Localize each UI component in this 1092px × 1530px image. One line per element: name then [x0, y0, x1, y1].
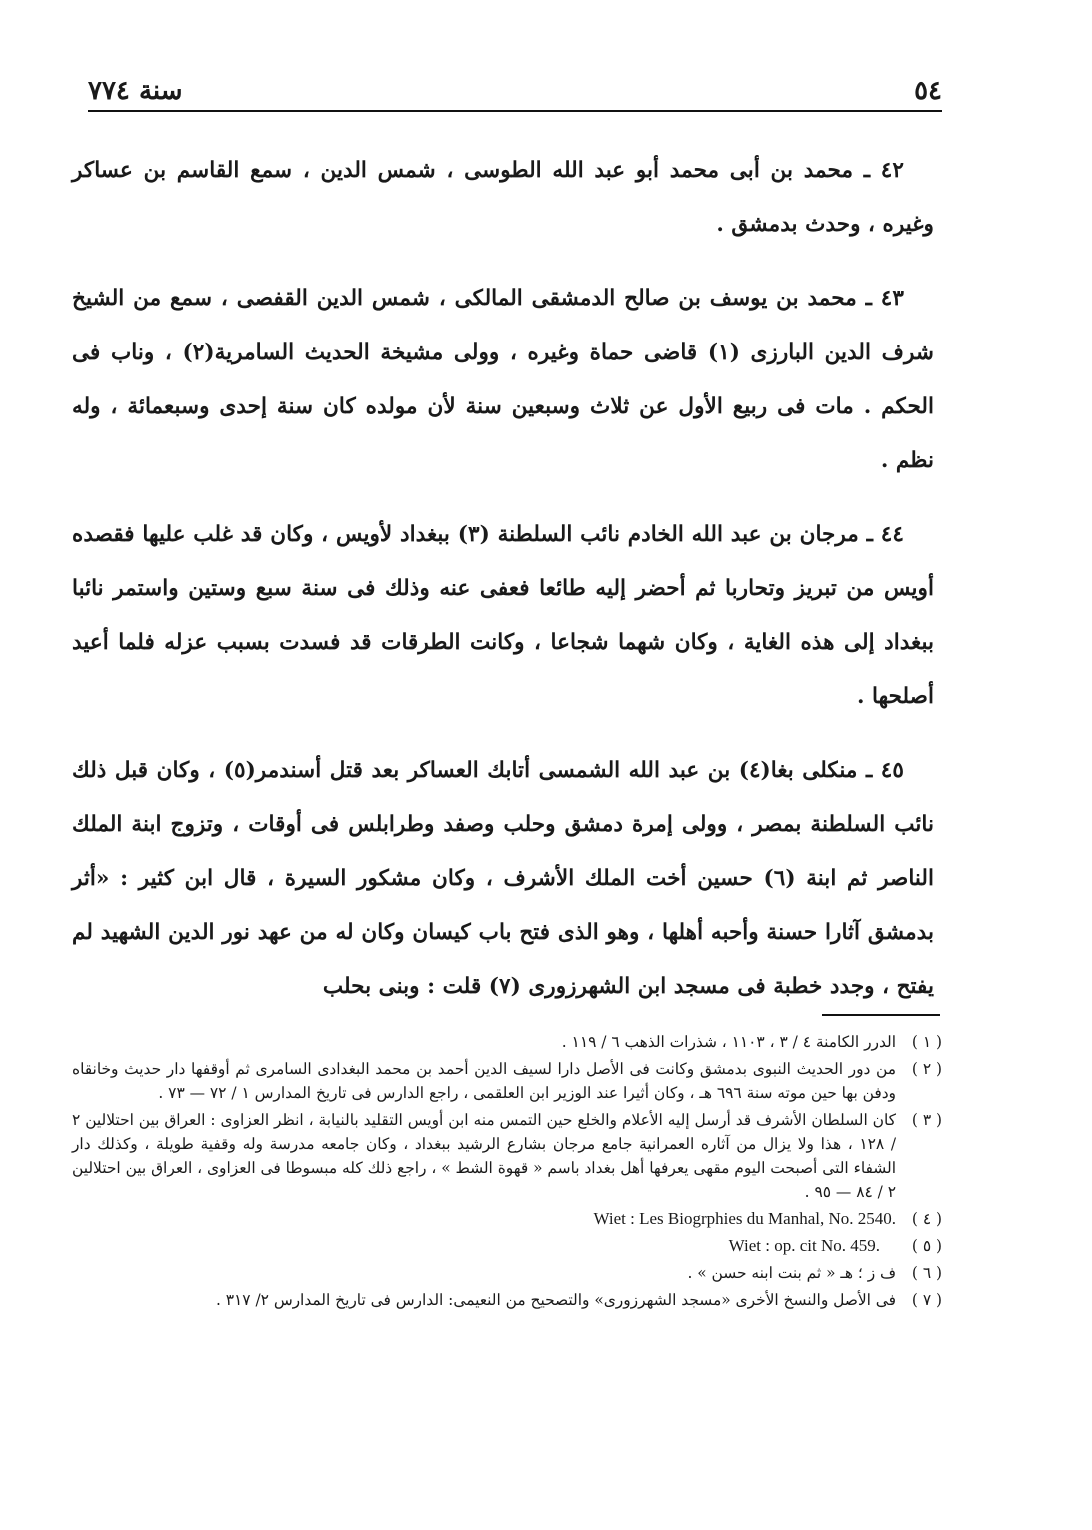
footnote-text: ف ز ؛ هـ « ثم بنت ابنه حسن » . [687, 1264, 896, 1282]
footnote-3 [72, 1108, 942, 1204]
footnote-text: من دور الحديث النبوى بدمشق وكانت فى الأصل دارا لسيف الدين أحمد بن محمد البغدادى السامرى ثم أوقفها دار حديث وخانقاه ودفن بها حين موته سنة ٦٩٦ هـ ، وكان أثيرا عند الوزير ابن العلقمى ، راجع الدارس فى تاريخ المدارس ١ / ٧٢ — ٧٣ . [72, 1060, 896, 1102]
entry-45: ٤٥ ـ منكلى بغا(٤) بن عبد الله الشمسى أتابك العساكر بعد قتل أسندمر(٥) ، وكان قبل ذلك نائب السلطنة بمصر ، وولى إمرة دمشق وحلب وصفد وطرابلس فى أوقات ، وتزوج ابنة الملك الناصر ثم ابنة (٦) حسين أخت الملك الأشرف ، وكان مشكور السيرة ، قال ابن كثير : «أثر بدمشق آثارا حسنة وأحبه أهلها ، وهو الذى فتح باب كيسان وكان له من عهد نور الدين الشهيد لم يفتح ، وجدد خطبة فى مسجد ابن الشهرزورى (٧) قلت : وبنى بحلب [72, 758, 934, 999]
running-title: سنة ٧٧٤ [88, 76, 183, 106]
footnote-mark: ( ٤ ) [911, 1210, 942, 1228]
footnote-mark: ( ٦ ) [911, 1264, 942, 1282]
footnote-mark: ( ٧ ) [911, 1291, 942, 1309]
footnotes [72, 1030, 942, 1315]
footnote-2 [72, 1057, 942, 1105]
footnote-6 [72, 1261, 942, 1285]
footnote-text: الدرر الكامنة ٤ / ٣ ، ١١٠٣ ، شذرات الذهب ٦ / ١١٩ . [561, 1033, 896, 1051]
main-text [72, 144, 934, 1034]
footnote-mark: ( ٣ ) [911, 1111, 942, 1129]
footnote-text: كان السلطان الأشرف قد أرسل إليه الأعلام والخلع حين التمس منه ابن أويس التقليد بالنيابة ، انظر العزاوى : العراق بين احتلالين ٢ / ١٢٨ ، هذا ولا يزال من آثاره العمرانية جامع مرجان بشارع الرشيد ببغداد ، وكان جامعه مدرسة وله وقفية طويلة ، وكذلك دار الشفاء التى أصبحت اليوم مقهى يعرفها أهل بغداد باسم « قهوة الشط » ، راجع ذلك كله مبسوطا فى العزاوى ، العراق بين احتلالين ٢ / ٨٤ — ٩٥ . [72, 1111, 897, 1201]
page-header [88, 64, 942, 112]
footnote-mark: ( ١ ) [911, 1033, 942, 1051]
entry-44: ٤٤ ـ مرجان بن عبد الله الخادم نائب السلطنة (٣) ببغداد لأويس ، وكان قد غلب عليها فقصده أويس من تبريز وتحاربا ثم أحضر إليه طائعا فعفى عنه وذلك فى سنة سبع وستين واستمر نائبا ببغداد إلى هذه الغاية ، وكان شهما شجاعا ، وكانت الطرقات قد فسدت بسبب عزله فلما أعيد أصلحها . [72, 522, 934, 709]
footnote-separator [822, 1014, 940, 1016]
footnote-mark: ( ٢ ) [911, 1060, 942, 1078]
entry-43: ٤٣ ـ محمد بن يوسف بن صالح الدمشقى المالكى ، شمس الدين القفصى ، سمع من الشيخ شرف الدين البارزى (١) قاضى حماة وغيره ، وولى مشيخة الحديث السامرية(٢) ، وناب فى الحكم . مات فى ربيع الأول عن ثلاث وسبعين سنة لأن مولده كان سنة إحدى وسبعمائة ، وله نظم . [72, 286, 934, 473]
page-number: ٥٤ [914, 76, 942, 106]
footnote-mark: ( ٥ ) [911, 1237, 942, 1255]
footnote-4 [72, 1207, 942, 1231]
footnote-text: فى الأصل والنسخ الأخرى «مسجد الشهرزورى» والتصحيح من النعيمى: الدارس فى تاريخ المدارس ٢/ ٣١٧ . [215, 1291, 896, 1309]
footnote-text: Wiet : Les Biogrphies du Manhal, No. 2540. [593, 1209, 896, 1228]
footnote-5 [72, 1234, 942, 1258]
entry-42: ٤٢ ـ محمد بن أبى محمد أبو عبد الله الطوسى ، شمس الدين ، سمع القاسم بن عساكر وغيره ، وحدث بدمشق . [72, 158, 934, 237]
footnote-text: Wiet : op. cit No. 459. [728, 1236, 880, 1255]
footnote-1 [72, 1030, 942, 1054]
footnote-7 [72, 1288, 942, 1312]
